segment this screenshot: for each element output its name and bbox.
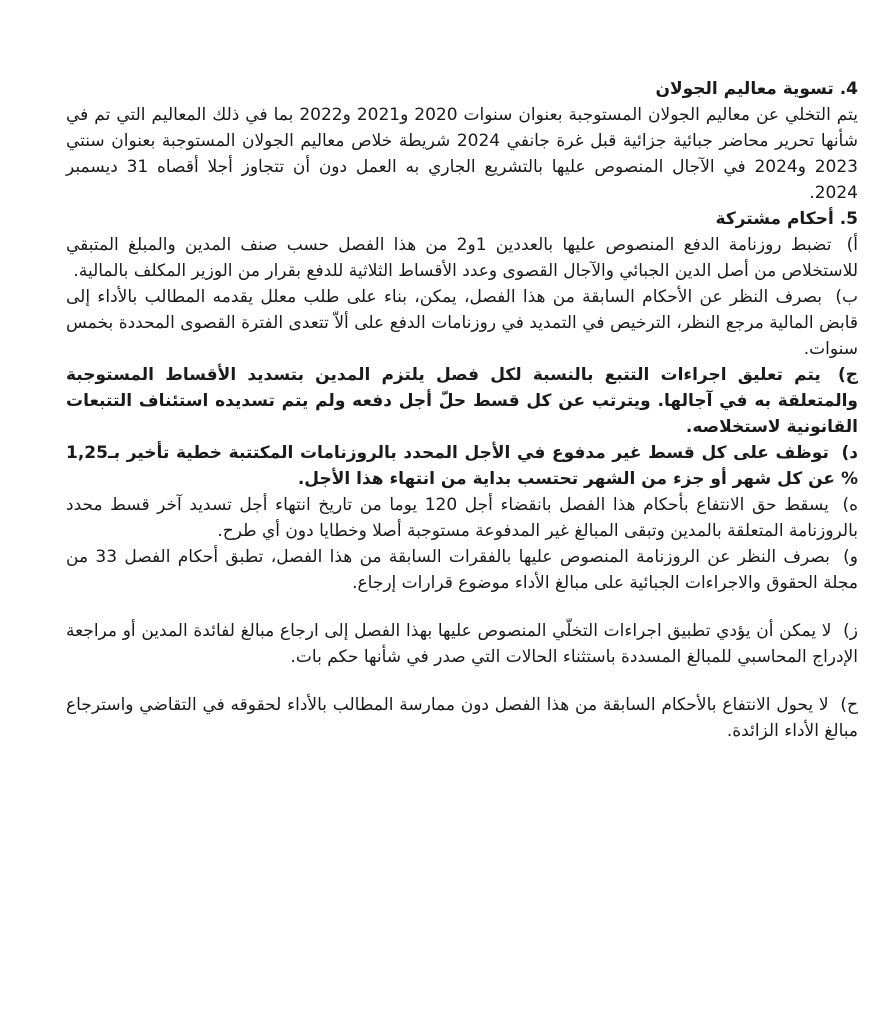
provision-text: يتم تعليق اجراءات التتبع بالنسبة لكل فصل يلتزم المدين بتسديد الأقساط المستوجبة والمتعلقة به في آجالها. ويترتب عن كل قسط حلّ أجل دفعه ولم يتم تسديده استئناف التتبعات القانونية لاستخلاصه. bbox=[66, 365, 858, 437]
section-5 bbox=[66, 206, 858, 744]
section-4-body: يتم التخلي عن معاليم الجولان المستوجبة بعنوان سنوات 2020 و2021 و2022 بما في ذلك المعاليم التي تم في شأنها تحرير محاضر جبائية جزائية قبل غرة جانفي 2024 شريطة خلاص معاليم الجولان المستوجبة بعنوان سنتي 2023 و2024 في الآجال المنصوص عليها بالتشريع الجاري به العمل دون أن تتجاوز أجلا أقصاه 31 ديسمبر 2024. bbox=[66, 105, 858, 203]
provision-marker: أ) bbox=[846, 235, 858, 255]
provision-text: يسقط حق الانتفاع بأحكام هذا الفصل بانقضاء أجل 120 يوما من تاريخ انتهاء أجل تسديد آخر قسط محدد بالروزنامة المتعلقة بالمدين وتبقى المبالغ غير المدفوعة مستوجبة أصلا وخطايا دون أي طرح. bbox=[66, 495, 858, 541]
provision-text: بصرف النظر عن الأحكام السابقة من هذا الفصل، يمكن، بناء على طلب معلل يقدمه المطالب بالأداء إلى قابض المالية مرجع النظر، الترخيص في التمديد في روزنامات الدفع على ألاّ تتعدى الفترة القصوى المحددة بخمس سنوات. bbox=[66, 287, 858, 359]
provision-d bbox=[66, 440, 858, 492]
provision-c bbox=[66, 362, 858, 440]
provision-text: تضبط روزنامة الدفع المنصوص عليها بالعددين 1و2 من هذا الفصل حسب صنف المدين والمبلغ المتبقي للاستخلاص من أصل الدين الجبائي والآجال القصوى وعدد الأقساط الثلاثية للدفع بقرار من الوزير المكلف بالمالية. bbox=[66, 235, 858, 281]
provision-marker: ز) bbox=[843, 621, 858, 641]
provision-marker: و) bbox=[843, 547, 859, 567]
provision-text: توظف على كل قسط غير مدفوع في الأجل المحدد بالروزنامات المكتتبة خطية تأخير بـ1,25 % عن كل شهر أو جزء من الشهر تحتسب بداية من انتهاء هذا الأجل. bbox=[66, 443, 858, 489]
provision-marker: ب) bbox=[835, 287, 858, 307]
provision-marker: ج) bbox=[837, 365, 859, 385]
document-page bbox=[66, 76, 858, 744]
provision-text: لا يمكن أن يؤدي تطبيق اجراءات التخلّي المنصوص عليها بهذا الفصل إلى ارجاع مبالغ لفائدة المدين أو مراجعة الإدراج المحاسبي للمبالغ المسددة باستثناء الحالات التي صدر في شأنها حكم بات. bbox=[66, 621, 858, 667]
provision-h bbox=[66, 692, 858, 744]
provision-f bbox=[66, 544, 858, 596]
provision-text: بصرف النظر عن الروزنامة المنصوص عليها بالفقرات السابقة من هذا الفصل، تطبق أحكام الفصل 33 من مجلة الحقوق والاجراءات الجبائية على مبالغ الأداء موضوع قرارات إرجاع. bbox=[66, 547, 858, 593]
provision-e bbox=[66, 492, 858, 544]
section-5-heading: 5. أحكام مشتركة bbox=[715, 209, 858, 229]
section-4 bbox=[66, 76, 858, 206]
provision-b bbox=[66, 284, 858, 362]
provision-marker: د) bbox=[841, 443, 859, 463]
provision-text: لا يحول الانتفاع بالأحكام السابقة من هذا الفصل دون ممارسة المطالب بالأداء لحقوقه في التقاضي واسترجاع مبالغ الأداء الزائدة. bbox=[66, 695, 858, 741]
section-4-heading: 4. تسوية معاليم الجولان bbox=[655, 79, 858, 99]
provision-g bbox=[66, 618, 858, 670]
provision-marker: ه) bbox=[842, 495, 859, 515]
provision-marker: ح) bbox=[840, 695, 858, 715]
provision-a bbox=[66, 232, 858, 284]
